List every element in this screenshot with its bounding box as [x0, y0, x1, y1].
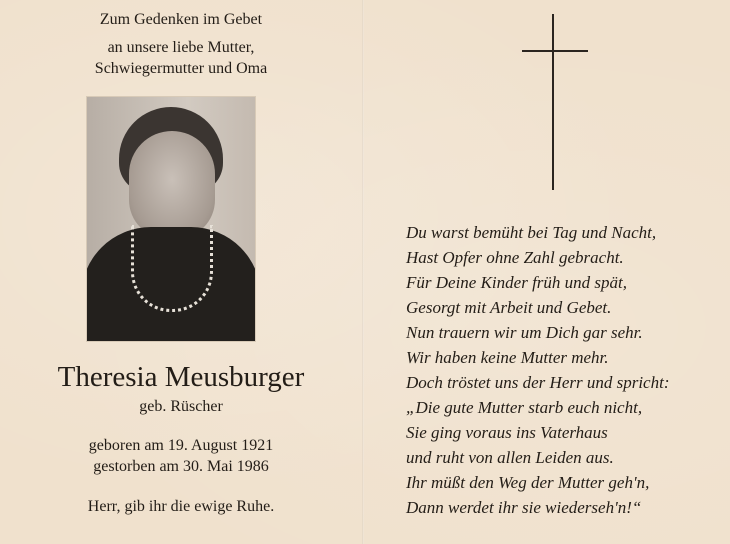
deceased-name: Theresia Meusburger	[57, 361, 305, 393]
poem-line: Sie ging voraus ins Vaterhaus	[406, 423, 608, 442]
intro-line-2: an unsere liebe Mutter,	[107, 39, 255, 56]
prayer-line: Herr, gib ihr die ewige Ruhe.	[87, 498, 275, 515]
intro-line-1: Zum Gedenken im Gebet	[99, 11, 263, 28]
poem-line: Ihr müßt den Weg der Mutter geh'n,	[406, 473, 650, 492]
poem-line: Wir haben keine Mutter mehr.	[406, 348, 609, 367]
cross-icon	[522, 14, 588, 190]
poem-line: Nun trauern wir um Dich gar sehr.	[406, 323, 643, 342]
maiden-name: geb. Rüscher	[139, 398, 223, 415]
cross-horizontal-bar	[522, 50, 588, 52]
pearl-necklace	[131, 225, 213, 312]
poem-line: Dann werdet ihr sie wiederseh'n!“	[406, 498, 642, 517]
left-panel	[0, 0, 362, 544]
intro-line-3: Schwiegermutter und Oma	[94, 60, 268, 77]
birth-date: geboren am 19. August 1921	[88, 437, 274, 454]
poem-line: Für Deine Kinder früh und spät,	[406, 273, 627, 292]
poem-line: Du warst bemüht bei Tag und Nacht,	[406, 223, 657, 242]
poem-line: Gesorgt mit Arbeit und Gebet.	[406, 298, 612, 317]
memorial-poem	[406, 220, 726, 520]
poem-line: Hast Opfer ohne Zahl gebracht.	[406, 248, 624, 267]
poem-line: Doch tröstet uns der Herr und spricht:	[406, 373, 670, 392]
cross-vertical-bar	[552, 14, 554, 190]
poem-line: und ruht von allen Leiden aus.	[406, 448, 614, 467]
death-date: gestorben am 30. Mai 1986	[93, 458, 269, 475]
portrait-face	[129, 131, 215, 239]
portrait-photo	[86, 96, 256, 342]
poem-line: „Die gute Mutter starb euch nicht,	[406, 398, 643, 417]
